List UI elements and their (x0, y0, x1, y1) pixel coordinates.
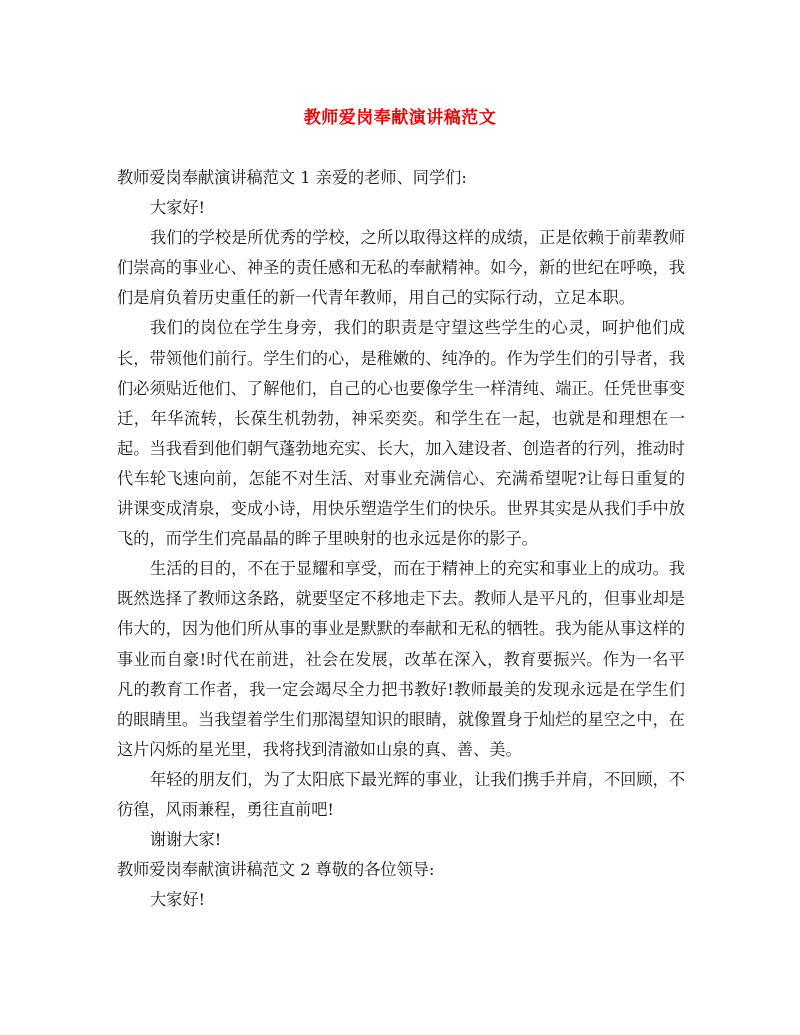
paragraph-greeting-1: 大家好! (150, 198, 206, 218)
paragraph-heading-2: 教师爱岗奉献演讲稿范文 2 尊敬的各位领导: (117, 860, 435, 880)
paragraph: 我们的岗位在学生身旁，我们的职责是守望这些学生的心灵，呵护他们成长，带领他们前行。学生们的心，是稚嫩的、纯净的。作为学生们的引导者，我们必须贴近他们、了解他们，自己的心也要像学生一样清纯、端正。任凭世事变迁，年华流转，长葆生机勃勃，神采奕奕。和学生在一起，也就是和理想在一起。当我看到他们朝气蓬勃地充实、长大，加入建设者、创造者的行列，推动时代车轮飞速向前，怎能不对生活、对事业充满信心、充满希望呢?让每日重复的讲课变成清泉，变成小诗，用快乐塑造学生们的快乐。世界其实是从我们手中放飞的，而学生们亮晶晶的眸子里映射的也永远是你的影子。 (117, 318, 685, 549)
paragraph: 我们的学校是所优秀的学校，之所以取得这样的成绩，正是依赖于前辈教师们崇高的事业心、神圣的责任感和无私的奉献精神。如今，新的世纪在呼唤，我们是肩负着历史重任的新一代青年教师，用自己的实际行动，立足本职。 (117, 228, 685, 308)
paragraph-greeting-2: 大家好! (150, 890, 206, 910)
document-body (117, 163, 685, 915)
paragraph: 生活的目的，不在于显耀和享受，而在于精神上的充实和事业上的成功。我既然选择了教师这条路，就要坚定不移地走下去。教师人是平凡的，但事业却是伟大的，因为他们所从事的事业是默默的奉献和无私的牺牲。我为能从事这样的事业而自豪!时代在前进，社会在发展，改革在深入，教育要振兴。作为一名平凡的教育工作者，我一定会竭尽全力把书教好!教师最美的发现永远是在学生们的眼睛里。当我望着学生们那渴望知识的眼睛，就像置身于灿烂的星空之中，在这片闪烁的星光里，我将找到清澈如山泉的真、善、美。 (117, 559, 685, 759)
paragraph: 年轻的朋友们，为了太阳底下最光辉的事业，让我们携手并肩，不回顾，不彷徨，风雨兼程，勇往直前吧! (117, 769, 685, 819)
paragraph-heading-1: 教师爱岗奉献演讲稿范文 1 亲爱的老师、同学们: (117, 168, 467, 187)
document-title: 教师爱岗奉献演讲稿范文 (303, 108, 497, 128)
paragraph-thanks: 谢谢大家! (150, 830, 222, 850)
